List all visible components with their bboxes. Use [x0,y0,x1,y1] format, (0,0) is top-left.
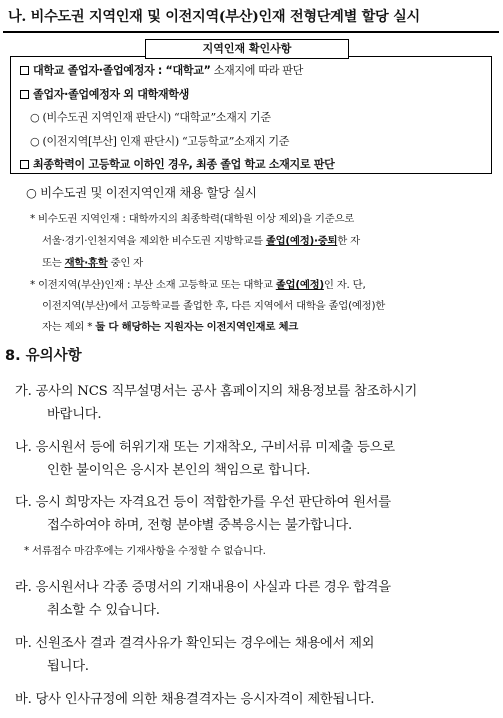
notice-ma-line1: 마. 신원조사 결과 결격사유가 확인되는 경우에는 채용에서 제외 [15,636,375,651]
notice-da-line1: 다. 응시 희망자는 자격요건 등이 적합한가를 우선 판단하여 원서를 [15,495,391,510]
note-nonmetro-line3: 또는 재학·휴학 중인 자 [42,257,143,269]
box-title: 지역인재 확인사항 [145,39,349,59]
notice-ra-line1: 라. 응시원서나 각종 증명서의 기재내용이 사실과 다른 경우 합격을 [15,580,391,595]
notice-ra-line2: 취소할 수 있습니다. [47,603,160,618]
section-8-title: 8. 유의사항 [5,348,82,364]
box-line-highschool: 최종학력이 고등학교 이하인 경우, 최종 졸업 학교 소재지로 판단 [20,156,335,172]
square-bullet-icon [20,90,29,99]
note-busan-line2: 이전지역(부산)에서 고등학교를 졸업한 후, 다른 지역에서 대학을 졸업(예정)한 [42,300,386,312]
notice-ma-line2: 됩니다. [47,659,89,674]
notice-ba-line1: 바. 당사 인사규정에 의한 채용결격자는 응시자격이 제한됩니다. [15,692,375,707]
box-line-nonmetro-criteria: ○ (비수도권 지역인재 판단시) “대학교”소재지 기준 [30,111,271,124]
notice-da-note: * 서류접수 마감후에는 기재사항을 수정할 수 없습니다. [24,545,266,557]
notice-na-line2: 인한 불이익은 응시자 본인의 책임으로 합니다. [47,463,311,478]
note-nonmetro-line2: 서울·경기·인천지역을 제외한 비수도권 지방학교를 졸업(예정)·중퇴한 자 [42,235,360,247]
box-line-students: 졸업자·졸업예정자 외 대학재학생 [20,86,189,102]
notice-da-line2: 접수하여야 하며, 전형 분야별 중복응시는 불가합니다. [47,518,352,533]
box-line-busan-criteria: ○ (이전지역[부산] 인재 판단시) “고등학교”소재지 기준 [30,135,290,148]
hiring-quota-heading: ○ 비수도권 및 이전지역인재 채용 할당 실시 [26,185,257,200]
notice-ga-line1: 가. 공사의 NCS 직무설명서는 공사 홈페이지의 채용정보를 참조하시기 [15,384,418,399]
notice-na-line1: 나. 응시원서 등에 허위기재 또는 기재착오, 구비서류 미제출 등으로 [15,440,395,455]
section-heading-na: 나. 비수도권 지역인재 및 이전지역(부산)인재 전형단계별 할당 실시 [8,9,420,25]
box-line-graduates: 대학교 졸업자·졸업예정자 : “대학교” 소재지에 따라 판단 [20,62,303,78]
square-bullet-icon [20,66,29,75]
notice-ga-line2: 바랍니다. [47,407,102,422]
header-divider [3,31,499,33]
square-bullet-icon [20,160,29,169]
note-busan-line1: * 이전지역(부산)인재 : 부산 소재 고등학교 또는 대학교 졸업(예정)인 자. 단, [30,279,366,291]
note-nonmetro-line1: * 비수도권 지역인재 : 대학까지의 최종학력(대학원 이상 제외)을 기준으로 [30,213,355,225]
note-busan-line3: 자는 제외 * 둘 다 해당하는 지원자는 이전지역인재로 체크 [42,321,299,333]
